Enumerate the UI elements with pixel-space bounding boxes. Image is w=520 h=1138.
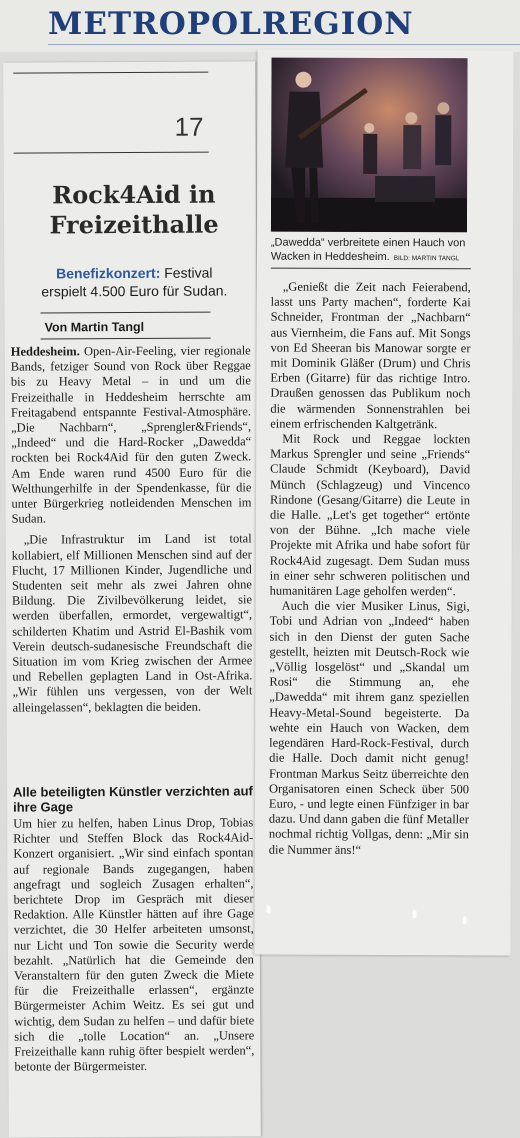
subhead-rest: Festival xyxy=(160,264,213,281)
headline-line2: Freizeithalle xyxy=(49,209,219,240)
kicker: Benefizkonzert: xyxy=(56,264,161,282)
article-body-right xyxy=(269,280,471,858)
lead-place: Heddesheim. xyxy=(10,344,80,359)
staple-hole xyxy=(413,910,417,918)
rule-under-number xyxy=(14,152,209,154)
subhead-line2: erspielt 4.500 Euro für Sudan. xyxy=(41,282,228,300)
photo-caption: „Dawedda“ verbreitete einen Hauch von Wacken in Heddesheim. BILD: MARTIN TANGL xyxy=(270,236,466,264)
paragraph-4: „Genießt die Zeit nach Feierabend, lasst uns Party machen“, forderte Kai Schneider, Frontman der „Nachbarn“ aus Viernheim, die Fans auf. Mit Songs von Ed Sheeran bis Manowar sorgte er mit Dominik Gläßer (Drum) und Chris Erben (Gitarre) für das richtige Intro. Draußen genossen das Publikum noch die wärmenden Sonnenstrahlen bei einem erfrischenden Kaltgetränk. xyxy=(270,279,471,432)
masthead xyxy=(0,0,520,52)
paragraph-2: „Die Infrastruktur im Land ist total kollabiert, elf Millionen Menschen sind auf der Flucht, 17 Millionen Kinder, Jugendliche und Studenten seit mehr als zwei Jahren ohne Bildung. Die Zivilbevölkerung leidet, sie werden überfallen, ermordet, vergewaltigt“, schilderten Khatim und Astrid El-Bashik vom Verein deutsch-sudanesische Freundschaft die Situation im vom Krieg zwischen der Armee und Rebellen geplagten Land in Ost-Afrika. „Wir fühlen uns vergessen, von der Welt alleingelassen“, beklagten die beiden. xyxy=(11,531,253,715)
subheadline xyxy=(14,263,254,300)
byline: Von Martin Tangl xyxy=(44,319,145,335)
paragraph-3: Um hier zu helfen, haben Linus Drop, Tobias Richter und Steffen Block das Rock4Aid-Konzert organisiert. „Wir sind einfach spontan auf regionale Bands zugegangen, haben angefragt und sogleich Zusagen erhalten“, berichtete Drop im Gespräch mit dieser Redaktion. Alle Künstler hätten auf ihre Gage verzichtet, die 30 Helfer arbeiteten umsonst, nur Licht und Ton sowie die Security werde bezahlt. „Natürlich hat die Gemeinde den Veranstaltern für den guten Zweck die Miete für die Freizeithalle erlassen“, ergänzte Bürgermeister Achim Weitz. Es sei gut und wichtig, dem Sudan zu helfen – und dafür biete sich die „tolle Location“ an. „Unsere Freizeithalle kann ruhig öfter bespielt werden“, betonte der Bürgermeister. xyxy=(13,815,255,1074)
headline-line1: Rock4Aid in xyxy=(52,179,216,210)
masthead-rule xyxy=(48,44,520,45)
byline-rule-bottom xyxy=(41,338,211,340)
staple-hole xyxy=(267,906,271,914)
article-body-left-2 xyxy=(13,815,254,1075)
paragraph-6: Auch die vier Musiker Linus, Sigi, Tobi und Adrian von „Indeed“ haben sich in den Dienst der guten Sache gestellt, heizten mit Deutsch-Rock wie „Völlig losgelöst“ und „Skandal um Rosi“ die Stimmung an, ehe „Dawedda“ mit ihrem ganz speziellen Heavy-Metal-Sound begeisterte. Da wehte ein Hauch von Wacken, dem legendären Hard-Rock-Festival, durch die Halle. Doch damit nicht genug! Frontman Markus Seitz überreichte den Organisatoren einen Scheck über 500 Euro, - und legte einen Fünfziger in bar dazu. Und dann gaben die fünf Metaller nochmal richtig Vollgas, denn: „Mir sin die Nummer äns!“ xyxy=(268,598,470,857)
article-body-left xyxy=(11,343,253,715)
byline-rule-top xyxy=(40,312,210,314)
rule-top xyxy=(13,72,208,74)
page-number: 17 xyxy=(174,111,204,142)
clipping-left xyxy=(3,61,261,1137)
headline xyxy=(14,179,254,240)
caption-rule xyxy=(271,268,471,270)
intertitle: Alle beteiligten Künstler verzichten auf ihre Gage xyxy=(12,783,253,815)
clipping-right xyxy=(254,50,513,956)
paragraph-5: Mit Rock und Reggae lockten Markus Sprengler und seine „Friends“ Claude Schmidt (Keyboard), David Münch (Schlagzeug) und Vincenco Rindone (Gesang/Gitarre) die Leute in die Halle. „Let's get together“ ertönte von der Bühne. „Ich mache viele Projekte mit Afrika und habe sofort für Rock4Aid zugesagt. Dem Sudan muss in einer sehr schweren politischen und humanitären Lage geholfen werden“. xyxy=(269,431,471,599)
section-title: METROPOLREGION xyxy=(48,6,414,42)
concert-photo xyxy=(271,58,468,233)
paragraph-1: Heddesheim. Open-Air-Feeling, vier regionale Bands, fetziger Sound von Rock über Reggae bis zu Heavy Metal – in und um die Freizeithalle in Heddesheim herrschte am Freitagabend entspannte Festival-Atmosphäre. „Die Nachbarn“, „Sprengler&Friends“, „Indeed“ und die Hard-Rocker „Dawedda“ rockten bei Rock4Aid für den guten Zweck. Am Ende waren rund 4500 Euro für die Welthungerhilfe in der Spendenkasse, für die unter Bürgerkrieg notleidenden Menschen im Sudan. xyxy=(10,343,252,526)
photo-credit: BILD: MARTIN TANGL xyxy=(393,255,460,263)
concert-photo-image xyxy=(271,58,468,233)
staple-hole xyxy=(463,916,467,924)
